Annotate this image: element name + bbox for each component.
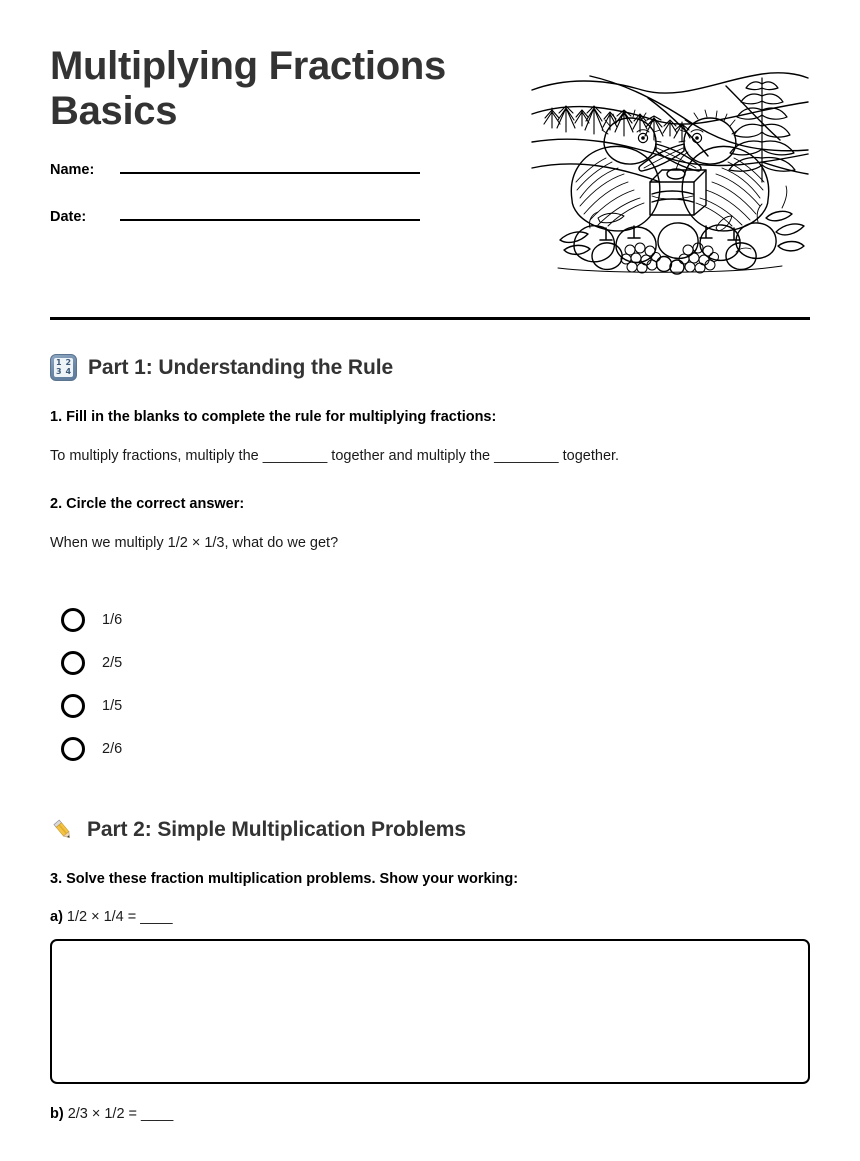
- pencil-icon: [50, 817, 76, 843]
- student-info-fields: [50, 160, 480, 239]
- choice-option[interactable]: [50, 642, 810, 685]
- date-label: Date:: [50, 208, 87, 225]
- worksheet-header: [50, 0, 810, 275]
- part2-heading: [50, 817, 810, 843]
- name-field-row: [50, 160, 480, 192]
- date-input-line[interactable]: [120, 207, 420, 221]
- problem-b: [50, 1106, 810, 1122]
- choice-bubble-icon[interactable]: [61, 651, 85, 675]
- part1-title: Part 1: Understanding the Rule: [88, 355, 394, 379]
- problem-b-expression: 2/3 × 1/2 = ____: [67, 1105, 174, 1122]
- problem-a-tag: a): [50, 908, 63, 925]
- name-input-line[interactable]: [120, 160, 420, 174]
- choice-label: 1/6: [102, 612, 123, 628]
- header-left-column: [50, 44, 480, 254]
- question-1-label: 1. Fill in the blanks to complete the rule for multiplying fractions:: [50, 409, 497, 425]
- problem-b-tag: b): [50, 1105, 64, 1122]
- problem-a-working-box[interactable]: [50, 939, 810, 1084]
- choice-bubble-icon[interactable]: [61, 694, 85, 718]
- name-label: Name:: [50, 161, 95, 178]
- page-title: Multiplying Fractions Basics: [50, 44, 446, 133]
- choice-bubble-icon[interactable]: [61, 608, 85, 632]
- choice-label: 2/5: [102, 655, 123, 671]
- input-numbers-icon-grid: 1 2 3 4: [55, 357, 72, 377]
- date-field-row: [50, 207, 480, 239]
- question-2-prompt: When we multiply 1/2 × 1/3, what do we get?: [50, 534, 339, 551]
- choice-label: 1/5: [102, 698, 123, 714]
- choice-bubble-icon[interactable]: [61, 737, 85, 761]
- kiwi-birds-illustration: [530, 50, 810, 275]
- choice-option[interactable]: [50, 728, 810, 771]
- problem-a-expression: 1/2 × 1/4 = ____: [66, 908, 173, 925]
- part2-title: Part 2: Simple Multiplication Problems: [87, 817, 466, 841]
- part1-heading: [50, 354, 810, 381]
- question-2-label: 2. Circle the correct answer:: [50, 495, 245, 512]
- choice-label: 2/6: [102, 741, 123, 757]
- question-2-options: [50, 599, 810, 771]
- input-numbers-icon: [50, 354, 77, 381]
- problem-a: [50, 909, 810, 925]
- choice-option[interactable]: [50, 685, 810, 728]
- section-divider: [50, 317, 810, 320]
- question-1-text: To multiply fractions, multiply the ________ together and multiply the ________ together.: [50, 448, 620, 464]
- question-3-label: 3. Solve these fraction multiplication problems. Show your working:: [50, 870, 519, 887]
- choice-option[interactable]: [50, 599, 810, 642]
